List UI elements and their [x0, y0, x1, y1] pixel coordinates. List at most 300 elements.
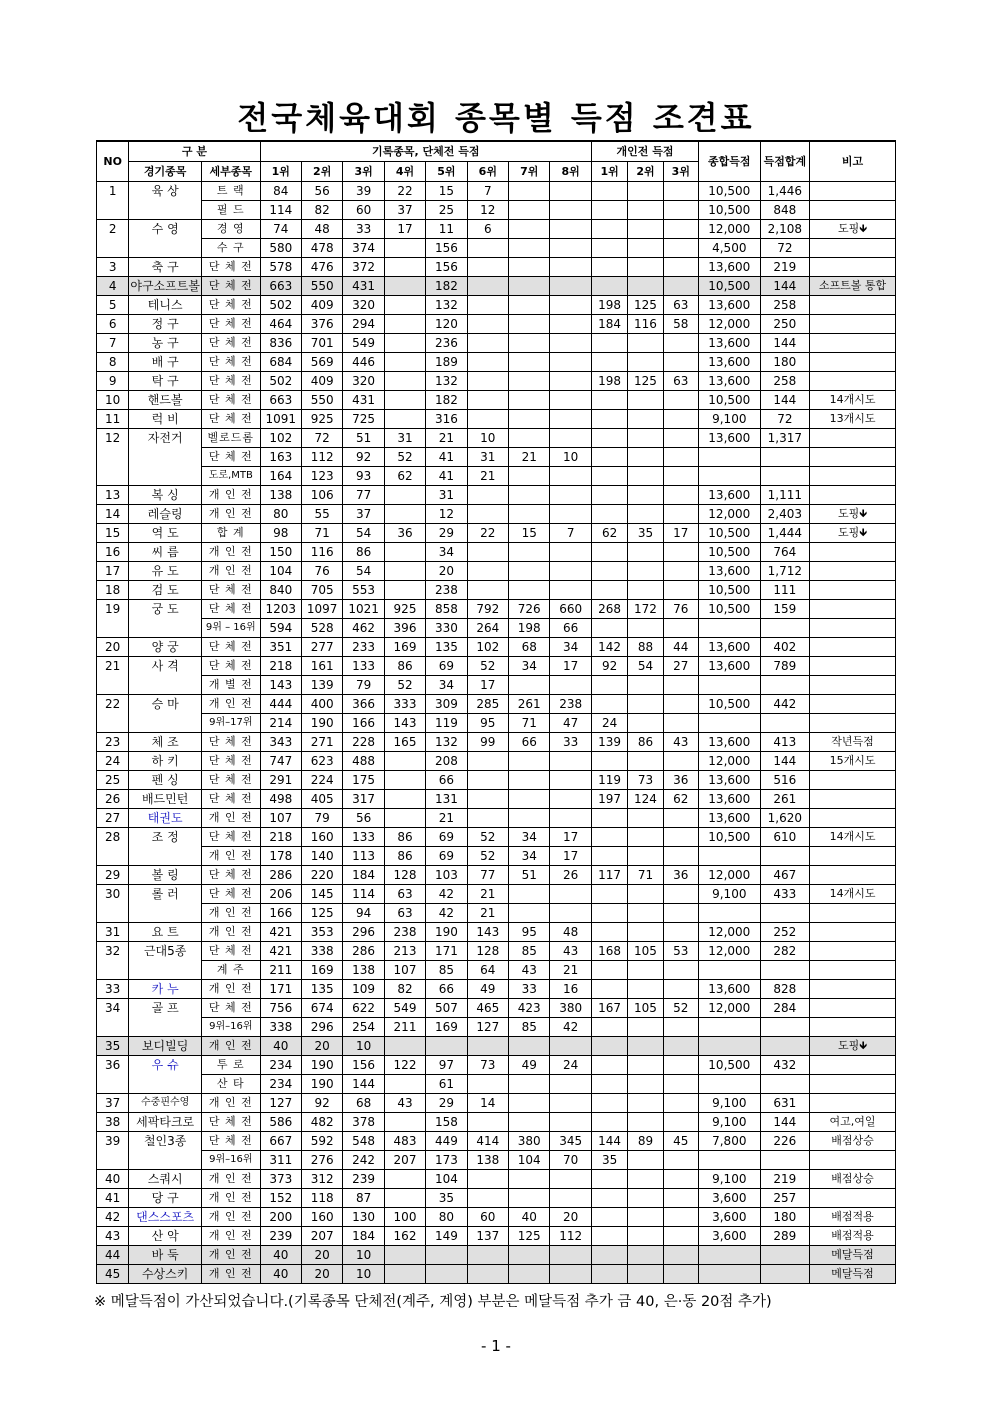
ind-score-rank-1: [591, 258, 627, 277]
row-remarks: 배점적용: [810, 1208, 896, 1227]
score-rank-4: 165: [384, 733, 425, 752]
row-no: [97, 847, 129, 866]
score-rank-5: 507: [426, 999, 467, 1018]
score-rank-4: [384, 505, 425, 524]
row-total-score: 3,600: [699, 1227, 761, 1246]
score-rank-4: 211: [384, 1018, 425, 1037]
ind-score-rank-3: [663, 562, 698, 581]
header-remarks: 비고: [810, 141, 896, 182]
row-score-sum: [760, 619, 809, 638]
ind-score-rank-3: [663, 847, 698, 866]
table-row: [97, 1075, 896, 1094]
row-score-sum: 413: [760, 733, 809, 752]
row-event: 배 구: [129, 353, 202, 372]
score-rank-4: [384, 1170, 425, 1189]
score-rank-3: 239: [343, 1170, 384, 1189]
score-rank-1: 756: [260, 999, 301, 1018]
ind-score-rank-3: [663, 1265, 698, 1284]
score-rank-2: 207: [301, 1227, 342, 1246]
row-score-sum: 402: [760, 638, 809, 657]
row-event: 핸드볼: [129, 391, 202, 410]
row-score-sum: 258: [760, 372, 809, 391]
score-rank-4: 37: [384, 201, 425, 220]
ind-score-rank-2: [628, 486, 663, 505]
row-total-score: 12,000: [699, 505, 761, 524]
score-rank-5: 858: [426, 600, 467, 619]
score-rank-8: [550, 1246, 592, 1265]
score-rank-4: 63: [384, 885, 425, 904]
score-rank-2: 409: [301, 296, 342, 315]
table-row: [97, 505, 896, 524]
score-rank-3: 109: [343, 980, 384, 999]
header-sub-event: 세부종목: [202, 162, 261, 182]
row-no: 4: [97, 277, 129, 296]
score-rank-6: [467, 752, 508, 771]
ind-score-rank-2: [628, 581, 663, 600]
score-rank-6: 22: [467, 524, 508, 543]
score-rank-7: 198: [509, 619, 550, 638]
score-rank-2: 353: [301, 923, 342, 942]
table-row: [97, 771, 896, 790]
score-rank-6: [467, 1037, 508, 1056]
row-sub-event: 개 인 전: [202, 980, 261, 999]
ind-score-rank-2: [628, 353, 663, 372]
score-rank-7: 95: [509, 923, 550, 942]
ind-score-rank-2: [628, 1037, 663, 1056]
row-score-sum: 159: [760, 600, 809, 619]
ind-score-rank-1: 24: [591, 714, 627, 733]
score-rank-7: [509, 809, 550, 828]
row-event: 수중핀수영: [129, 1094, 202, 1113]
score-rank-4: [384, 486, 425, 505]
score-rank-3: 144: [343, 1075, 384, 1094]
ind-score-rank-2: [628, 220, 663, 239]
row-remarks: [810, 771, 896, 790]
row-remarks: 도핑🡻: [810, 524, 896, 543]
score-rank-6: [467, 334, 508, 353]
ind-score-rank-2: 116: [628, 315, 663, 334]
row-score-sum: 1,620: [760, 809, 809, 828]
score-rank-5: 34: [426, 543, 467, 562]
score-rank-1: 200: [260, 1208, 301, 1227]
row-total-score: [699, 676, 761, 695]
table-row: [97, 600, 896, 619]
score-rank-6: 73: [467, 1056, 508, 1075]
row-event: 농 구: [129, 334, 202, 353]
row-score-sum: 828: [760, 980, 809, 999]
score-rank-3: 320: [343, 372, 384, 391]
score-rank-5: 97: [426, 1056, 467, 1075]
score-rank-2: 296: [301, 1018, 342, 1037]
ind-score-rank-3: [663, 220, 698, 239]
ind-score-rank-1: [591, 467, 627, 486]
row-event: 볼 링: [129, 866, 202, 885]
header-rank-1: 1위: [260, 162, 301, 182]
score-rank-6: 264: [467, 619, 508, 638]
row-sub-event: 개 인 전: [202, 543, 261, 562]
ind-score-rank-3: [663, 1094, 698, 1113]
row-no: 28: [97, 828, 129, 847]
row-no: [97, 467, 129, 486]
score-rank-1: 98: [260, 524, 301, 543]
ind-score-rank-1: [591, 1208, 627, 1227]
score-rank-3: 10: [343, 1246, 384, 1265]
row-score-sum: [760, 847, 809, 866]
score-rank-5: 11: [426, 220, 467, 239]
row-event: 하 키: [129, 752, 202, 771]
row-remarks: [810, 847, 896, 866]
score-rank-4: 31: [384, 429, 425, 448]
score-rank-5: 12: [426, 505, 467, 524]
ind-score-rank-1: [591, 1018, 627, 1037]
score-rank-3: 77: [343, 486, 384, 505]
score-rank-3: 622: [343, 999, 384, 1018]
row-score-sum: [760, 467, 809, 486]
ind-score-rank-1: 197: [591, 790, 627, 809]
score-rank-5: 158: [426, 1113, 467, 1132]
score-rank-7: [509, 1189, 550, 1208]
row-total-score: 4,500: [699, 239, 761, 258]
score-rank-3: 133: [343, 657, 384, 676]
score-rank-2: 569: [301, 353, 342, 372]
score-rank-4: 63: [384, 904, 425, 923]
ind-score-rank-1: 168: [591, 942, 627, 961]
ind-score-rank-2: [628, 714, 663, 733]
ind-score-rank-1: 144: [591, 1132, 627, 1151]
ind-score-rank-3: [663, 1170, 698, 1189]
score-rank-3: 372: [343, 258, 384, 277]
ind-score-rank-2: [628, 543, 663, 562]
row-sub-event: 개 인 전: [202, 1037, 261, 1056]
score-rank-6: 12: [467, 201, 508, 220]
row-score-sum: [760, 1075, 809, 1094]
table-row: [97, 676, 896, 695]
row-no: 41: [97, 1189, 129, 1208]
row-total-score: [699, 1246, 761, 1265]
score-rank-4: 396: [384, 619, 425, 638]
ind-score-rank-2: 54: [628, 657, 663, 676]
score-rank-5: 69: [426, 847, 467, 866]
score-rank-8: [550, 467, 592, 486]
row-total-score: [699, 961, 761, 980]
score-rank-2: 400: [301, 695, 342, 714]
ind-score-rank-1: [591, 1056, 627, 1075]
score-rank-4: 143: [384, 714, 425, 733]
ind-score-rank-1: [591, 619, 627, 638]
score-rank-3: 175: [343, 771, 384, 790]
ind-score-rank-1: [591, 885, 627, 904]
score-rank-7: 66: [509, 733, 550, 752]
header-rank-8: 8위: [550, 162, 592, 182]
score-rank-3: 156: [343, 1056, 384, 1075]
score-rank-3: 378: [343, 1113, 384, 1132]
row-sub-event: 경 영: [202, 220, 261, 239]
row-score-sum: [760, 1246, 809, 1265]
row-score-sum: 1,446: [760, 182, 809, 201]
row-total-score: 10,500: [699, 201, 761, 220]
ind-score-rank-1: [591, 391, 627, 410]
score-rank-7: 33: [509, 980, 550, 999]
row-total-score: 3,600: [699, 1189, 761, 1208]
score-rank-4: 22: [384, 182, 425, 201]
row-sub-event: 단 체 전: [202, 258, 261, 277]
score-rank-3: 51: [343, 429, 384, 448]
row-event: 롤 러: [129, 885, 202, 904]
row-total-score: 3,600: [699, 1208, 761, 1227]
table-row: [97, 1265, 896, 1284]
score-rank-5: 119: [426, 714, 467, 733]
score-rank-4: 333: [384, 695, 425, 714]
score-rank-5: 85: [426, 961, 467, 980]
score-rank-6: [467, 809, 508, 828]
row-score-sum: 764: [760, 543, 809, 562]
score-rank-6: [467, 1113, 508, 1132]
row-score-sum: 516: [760, 771, 809, 790]
row-total-score: 12,000: [699, 999, 761, 1018]
score-rank-2: 20: [301, 1037, 342, 1056]
score-rank-4: [384, 334, 425, 353]
score-rank-7: [509, 296, 550, 315]
score-rank-4: 162: [384, 1227, 425, 1246]
ind-score-rank-1: [591, 201, 627, 220]
row-score-sum: 433: [760, 885, 809, 904]
row-total-score: 10,500: [699, 1056, 761, 1075]
ind-score-rank-2: 73: [628, 771, 663, 790]
score-rank-6: [467, 505, 508, 524]
ind-score-rank-1: 184: [591, 315, 627, 334]
page-number: - 1 -: [481, 1337, 511, 1355]
score-rank-6: [467, 372, 508, 391]
row-no: 26: [97, 790, 129, 809]
score-rank-6: [467, 391, 508, 410]
ind-score-rank-1: [591, 562, 627, 581]
score-rank-6: [467, 277, 508, 296]
score-rank-7: 104: [509, 1151, 550, 1170]
row-event: 당 구: [129, 1189, 202, 1208]
score-rank-8: 112: [550, 1227, 592, 1246]
row-remarks: [810, 372, 896, 391]
ind-score-rank-2: [628, 410, 663, 429]
score-rank-6: 52: [467, 657, 508, 676]
score-rank-5: 238: [426, 581, 467, 600]
score-rank-4: [384, 1189, 425, 1208]
ind-score-rank-2: [628, 562, 663, 581]
score-rank-5: 309: [426, 695, 467, 714]
score-rank-3: 294: [343, 315, 384, 334]
score-rank-5: 189: [426, 353, 467, 372]
row-sub-event: 단 체 전: [202, 448, 261, 467]
ind-score-rank-2: 88: [628, 638, 663, 657]
row-remarks: [810, 429, 896, 448]
score-rank-7: 68: [509, 638, 550, 657]
score-rank-7: 49: [509, 1056, 550, 1075]
score-rank-7: 423: [509, 999, 550, 1018]
score-rank-1: 40: [260, 1037, 301, 1056]
row-total-score: [699, 714, 761, 733]
score-rank-6: [467, 1075, 508, 1094]
row-remarks: 13개시도: [810, 410, 896, 429]
score-rank-1: 84: [260, 182, 301, 201]
row-total-score: 9,100: [699, 1170, 761, 1189]
row-sub-event: 단 체 전: [202, 410, 261, 429]
score-rank-6: 10: [467, 429, 508, 448]
ind-score-rank-2: [628, 752, 663, 771]
row-score-sum: 180: [760, 1208, 809, 1227]
table-row: [97, 258, 896, 277]
row-event: 사 격: [129, 657, 202, 676]
score-rank-5: 35: [426, 1189, 467, 1208]
score-rank-7: 726: [509, 600, 550, 619]
row-remarks: [810, 923, 896, 942]
score-rank-7: [509, 220, 550, 239]
score-rank-7: [509, 885, 550, 904]
row-event: 수상스키: [129, 1265, 202, 1284]
row-total-score: [699, 448, 761, 467]
row-sub-event: 계 주: [202, 961, 261, 980]
table-row: [97, 714, 896, 733]
score-rank-3: 286: [343, 942, 384, 961]
ind-score-rank-3: [663, 334, 698, 353]
table-row: [97, 201, 896, 220]
row-score-sum: 848: [760, 201, 809, 220]
score-rank-2: 160: [301, 828, 342, 847]
score-rank-2: 118: [301, 1189, 342, 1208]
ind-score-rank-3: [663, 904, 698, 923]
ind-score-rank-2: [628, 334, 663, 353]
score-rank-5: 104: [426, 1170, 467, 1189]
row-no: 21: [97, 657, 129, 676]
score-rank-1: 234: [260, 1056, 301, 1075]
row-no: 5: [97, 296, 129, 315]
row-no: 38: [97, 1113, 129, 1132]
row-score-sum: 1,444: [760, 524, 809, 543]
score-rank-1: 586: [260, 1113, 301, 1132]
row-remarks: 배점상승: [810, 1132, 896, 1151]
ind-score-rank-3: [663, 182, 698, 201]
row-event: [129, 847, 202, 866]
score-rank-4: [384, 296, 425, 315]
row-sub-event: 9위 – 16위: [202, 619, 261, 638]
score-rank-3: 228: [343, 733, 384, 752]
row-remarks: [810, 448, 896, 467]
row-event: [129, 239, 202, 258]
row-sub-event: 단 체 전: [202, 391, 261, 410]
ind-score-rank-1: [591, 1170, 627, 1189]
score-rank-4: [384, 258, 425, 277]
score-rank-5: 182: [426, 277, 467, 296]
table-row: [97, 543, 896, 562]
score-rank-1: 152: [260, 1189, 301, 1208]
score-rank-2: 140: [301, 847, 342, 866]
score-rank-5: 29: [426, 524, 467, 543]
score-rank-2: 592: [301, 1132, 342, 1151]
ind-score-rank-3: [663, 1246, 698, 1265]
row-no: [97, 961, 129, 980]
row-sub-event: 개 인 전: [202, 1094, 261, 1113]
row-total-score: 10,500: [699, 524, 761, 543]
row-no: [97, 714, 129, 733]
score-rank-7: [509, 771, 550, 790]
row-remarks: [810, 581, 896, 600]
row-no: [97, 676, 129, 695]
row-event: 보디빌딩: [129, 1037, 202, 1056]
row-sub-event: 개 별 전: [202, 676, 261, 695]
score-rank-8: [550, 239, 592, 258]
score-rank-5: [426, 1037, 467, 1056]
score-rank-5: 316: [426, 410, 467, 429]
table-row: [97, 1246, 896, 1265]
score-rank-6: 6: [467, 220, 508, 239]
row-score-sum: 219: [760, 1170, 809, 1189]
ind-score-rank-3: [663, 1056, 698, 1075]
score-rank-2: 160: [301, 1208, 342, 1227]
ind-score-rank-1: [591, 486, 627, 505]
ind-score-rank-3: [663, 277, 698, 296]
ind-score-rank-1: [591, 904, 627, 923]
table-row: [97, 999, 896, 1018]
row-event: 철인3종: [129, 1132, 202, 1151]
row-total-score: [699, 1265, 761, 1284]
ind-score-rank-1: 198: [591, 296, 627, 315]
row-total-score: 12,000: [699, 866, 761, 885]
score-rank-4: 17: [384, 220, 425, 239]
ind-score-rank-3: [663, 486, 698, 505]
table-row: [97, 638, 896, 657]
row-score-sum: [760, 1265, 809, 1284]
score-rank-8: 33: [550, 733, 592, 752]
row-no: 35: [97, 1037, 129, 1056]
score-rank-1: 836: [260, 334, 301, 353]
row-remarks: 배점적용: [810, 1227, 896, 1246]
table-row: [97, 1018, 896, 1037]
row-no: 29: [97, 866, 129, 885]
score-rank-4: [384, 790, 425, 809]
score-rank-7: [509, 258, 550, 277]
ind-score-rank-3: [663, 1227, 698, 1246]
row-sub-event: 개 인 전: [202, 1170, 261, 1189]
ind-score-rank-2: [628, 1113, 663, 1132]
score-rank-2: 220: [301, 866, 342, 885]
ind-score-rank-2: [628, 885, 663, 904]
score-rank-7: [509, 201, 550, 220]
score-rank-5: 190: [426, 923, 467, 942]
score-rank-3: 60: [343, 201, 384, 220]
score-rank-1: 211: [260, 961, 301, 980]
row-remarks: [810, 239, 896, 258]
score-rank-5: 80: [426, 1208, 467, 1227]
score-rank-2: 376: [301, 315, 342, 334]
row-score-sum: 180: [760, 353, 809, 372]
score-rank-1: 214: [260, 714, 301, 733]
row-sub-event: 단 체 전: [202, 771, 261, 790]
row-total-score: 13,600: [699, 657, 761, 676]
table-row: [97, 524, 896, 543]
row-sub-event: 단 체 전: [202, 1113, 261, 1132]
row-score-sum: 144: [760, 1113, 809, 1132]
row-sub-event: 개 인 전: [202, 562, 261, 581]
ind-score-rank-2: [628, 619, 663, 638]
score-rank-1: 234: [260, 1075, 301, 1094]
score-rank-8: 17: [550, 657, 592, 676]
score-rank-2: 92: [301, 1094, 342, 1113]
table-row: [97, 866, 896, 885]
score-rank-5: 20: [426, 562, 467, 581]
row-total-score: 12,000: [699, 752, 761, 771]
score-rank-3: 54: [343, 562, 384, 581]
row-event: [129, 1018, 202, 1037]
ind-score-rank-2: [628, 904, 663, 923]
score-rank-7: 380: [509, 1132, 550, 1151]
